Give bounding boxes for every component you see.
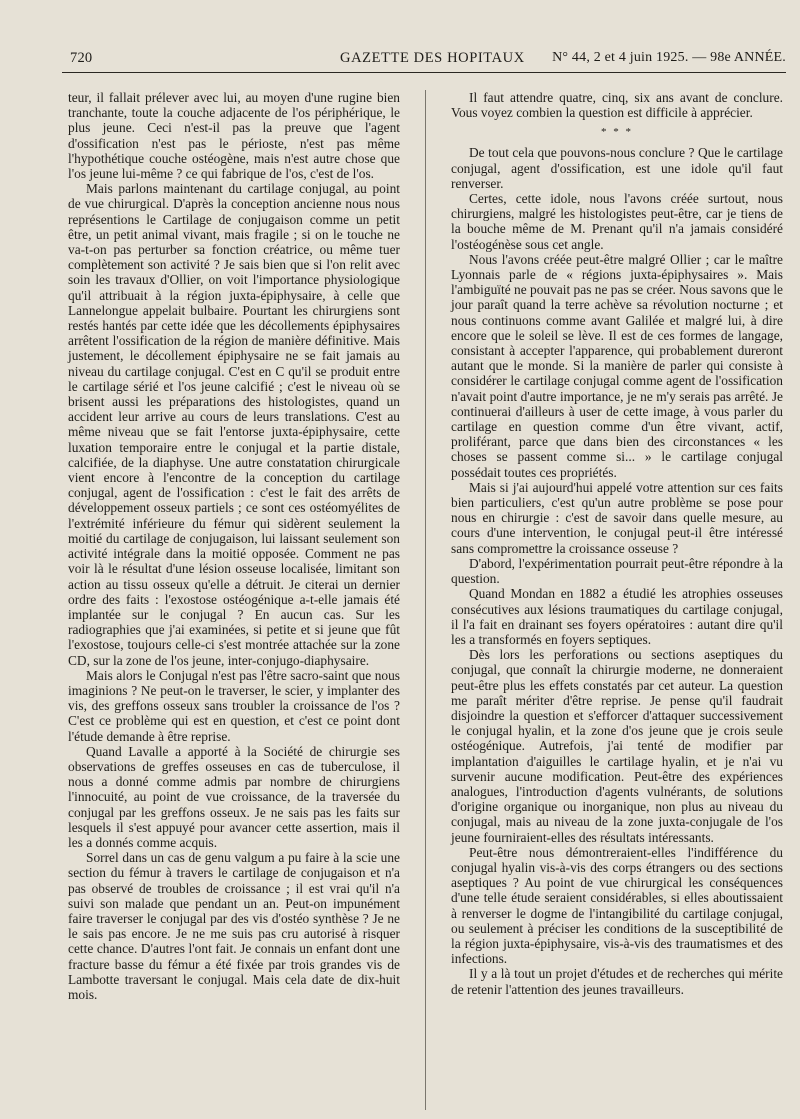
right-column [451,90,783,997]
running-header [70,44,786,68]
paragraph: Mais alors le Conjugal n'est pas l'être sacro-saint que nous imaginions ? Ne peut-on le traverser, le scier, y implanter des vis, des greffons osseux sans troubler la croissance de l'os ? C'est ce problème qui est en question, et c'est ce point dont l'étude demande à être reprise. [68,667,400,744]
paragraph: Certes, cette idole, nous l'avons créée surtout, nous chirurgiens, malgré les histologistes peut-être, car je tiens de la bouche même de M. Prenant qu'il n'a jamais considéré l'ostéogénèse sous cet angle. [451,191,783,252]
issue-info: N° 44, 2 et 4 juin 1925. — 98e ANNÉE. [552,50,786,65]
journal-title: GAZETTE DES HOPITAUX [340,50,525,66]
paragraph: Dès lors les perforations ou sections aseptiques du conjugal, que connaît la chirurgie moderne, ne donneraient peut-être plus les effets constatés par cet auteur. La question me paraît mériter d'être reprise. Je pense qu'il faudrait disjoindre la question et s'efforcer d'attaquer successivement le conjugal hyalin, et la zone d'os jeune que je crois seule ostéogénique. Autrefois, j'ai tenté de modifier par implantation d'aiguilles le cartilage hyalin, et je n'ai vu survenir aucune modification. Peut-être des expériences analogues, l'introduction d'agents vulnérants, de solutions d'origine organique ou inorganique, non plus au niveau du conjugal, mais au niveau de la zone juxta-conjugale de l'os jeune fourniraient-elles des résultats intéressants. [451,647,783,845]
paragraph: Quand Lavalle a apporté à la Société de chirurgie ses observations de greffes osseuses en cas de tuberculose, il nous a donné comme admis par nombre de chirurgiens l'innocuité, au point de vue croissance, de la traversée du conjugal par les greffons osseux. Je ne sais pas les faits sur lesquels il s'est appuyé pour avancer cette assertion, mais il les a donnés comme acquis. [68,743,400,850]
paragraph: D'abord, l'expérimentation pourrait peut-être répondre à la question. [451,555,783,587]
paragraph: teur, il fallait prélever avec lui, au moyen d'une rugine bien tranchante, toute la couche adjacente de l'os périphérique, le plus jeune. Ceci n'est-il pas la preuve que l'agent d'ossification n'est pas le périoste, n'est pas même l'hypothétique couche ostéogène, mais n'est autre chose que l'os jeune lui-même ? ce qui fabrique de l'os, c'est de l'os. [68,90,400,182]
paragraph: Mais parlons maintenant du cartilage conjugal, au point de vue chirurgical. D'après la conception ancienne nous nous représentions le Cartilage de conjugaison comme un petit être, un petit animal vivant, mais fragile ; si on le touche ne va-t-on pas perturber sa fonction créatrice, ou même tuer complètement son activité ? Je sais bien que si l'on relit avec soin les travaux d'Ollier, on voit l'importance physiologique qu'il attribuait à la région juxta-épiphysaire, à celle que Lannelongue appelait bulbaire. Pourtant les chirurgiens sont restés hantés par cette idée que les décollements épiphysaires arrêtent l'ossification de la région de manière définitive. Mais justement, le décollement épiphysaire ne se fait jamais au niveau du cartilage conjugal. C'est en C qu'il se produit entre le cartilage sérié et l'os jeune calcifié ; c'est le niveau où se brisent aussi les préparations des histologistes, quand un accident leur arrive au cours de leurs translations. C'est au même niveau que se fait l'entorse juxta-épiphysaire, cette luxation temporaire entre le conjugal et la partie distale, calcifiée, de la diaphyse. Une autre constatation chirurgicale vient encore à l'encontre de la conception du cartilage conjugal, agent de l'ossification : c'est le fait des arrêts de développement osseux partiels ; ce sont ces ostéomyélites de l'extrémité inférieure du fémur qui sidèrent seulement la moitié du cartilage de conjugaison, lui laissant seulement son activité intégrale dans la moitié opposée. Comment ne pas voir là le résultat d'une lésion osseuse localisée, limitant son action au tissu osseux qu'elle a détruit. Je citerai un dernier ordre des faits : l'exostose ostéogénique a-t-elle jamais été implantée sur le conjugal ? En aucun cas. Sur les radiographies que j'ai examinées, si petite et si jeune que fût l'exostose, toujours celle-ci s'est montrée attachée sur la zone CD, sur la zone de l'os jeune, inter-conjugo-diaphysaire. [68,181,400,668]
left-column [68,90,400,1002]
section-separator: * * * [601,126,633,139]
paragraph: De tout cela que pouvons-nous conclure ? Que le cartilage conjugal, agent d'ossification, est une idole qu'il faut renverser. [451,145,783,191]
header-rule [62,72,786,73]
paragraph: Sorrel dans un cas de genu valgum a pu faire à la scie une section du fémur à travers le cartilage de conjugaison et n'a pas observé de troubles de croissance ; il est vrai qu'il n'a suivi son malade que pendant un an. Peut-on impunément faire traverser le conjugal par des vis d'ostéo synthèse ? Je ne le sais pas encore. Je ne me suis pas cru autorisé à risquer cette chance. D'autres l'ont fait. Je connais un enfant dont une fracture basse du fémur a été fixée par trois grandes vis de Lambotte traversant le conjugal. Mais cela date de dix-huit mois. [68,850,400,1002]
paragraph: Nous l'avons créée peut-être malgré Ollier ; car le maître Lyonnais parle de « régions juxta-épiphysaires ». Mais l'ambiguïté ne pouvait pas ne pas se créer. Nous savons que le jour paraît quand la terre achève sa révolution nocturne ; et nous continuons comme avant Galilée et malgré lui, à dire encore que le soleil se lève. Il est de ces formes de langage, consistant à accepter l'apparence, qui probablement dureront autant que le monde. Si la manière de parler qui consiste à considérer le cartilage conjugal comme agent de l'ossification n'avait point d'autre importance, je ne m'y serais pas arrêté. Je continuerai d'ailleurs à user de cette image, à vous parler du cartilage en question comme d'un être vivant, actif, proliférant, parce que dans bien des circonstances « les choses se passent comme si... » le cartilage conjugal possédait toutes ces propriétés. [451,251,783,480]
paragraph: Il faut attendre quatre, cinq, six ans avant de conclure. Vous voyez combien la question est difficile à apprécier. [451,90,783,121]
paragraph: Mais si j'ai aujourd'hui appelé votre attention sur ces faits bien particuliers, c'est qu'un autre problème se pose pour nous en chirurgie : c'est de savoir dans quelle mesure, au cours d'une intervention, le conjugal peut-il être intéressé sans compromettre la croissance osseuse ? [451,479,783,556]
paragraph: Peut-être nous démontreraient-elles l'indifférence du conjugal hyalin vis-à-vis des corps étrangers ou des sections aseptiques ? Au point de vue chirurgical les conséquences d'une telle étude seraient considérables, si elles aboutissaient à renverser le dogme de l'intangibilité du cartilage conjugal, ou seulement à préciser les conditions de la susceptibilité de la région juxta-épiphysaire, vis-à-vis des traumatismes et des infections. [451,844,783,967]
page-number: 720 [70,50,93,66]
paragraph: Quand Mondan en 1882 a étudié les atrophies osseuses consécutives aux lésions traumatiques du cartilage conjugal, il l'a fait en drainant ses foyers opératoires : autant dire qu'il les a transformés en foyers septiques. [451,586,783,647]
paragraph: Il y a là tout un projet d'études et de recherches qui mérite de retenir l'attention des jeunes travailleurs. [451,966,783,997]
column-divider [425,90,426,1110]
